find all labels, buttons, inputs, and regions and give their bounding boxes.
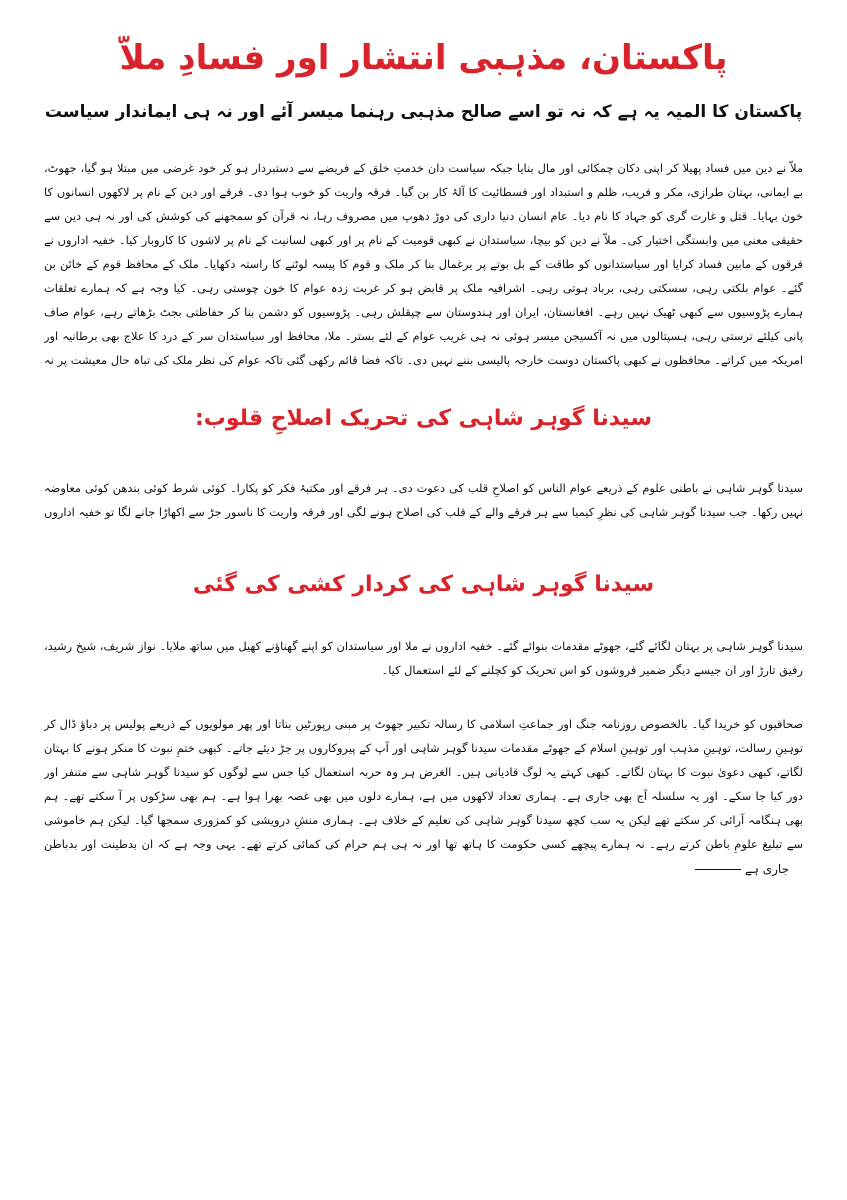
section2-paragraph-1: سیدنا گوہر شاہی پر بہتان لگائے گئے، جھوٹے مقدمات بنوائے گئے۔ خفیہ اداروں نے ملا اور سیاستدان کو اپنے گھناؤنے کھیل میں ساتھ ملایا۔ نواز شریف، شیخ رشید، رفیق تارڑ اور ان جیسے دیگر ضمیر فروشوں کو اس تحریک کو کچلنے کے لئے استعمال کیا۔ — [44, 639, 803, 677]
section-heading-reform-of-hearts: سیدنا گوہر شاہی کی تحریک اصلاحِ قلوب: — [194, 406, 653, 431]
continued-label: جاری ہے — [744, 862, 789, 876]
section2-paragraph-2: صحافیوں کو خریدا گیا۔ بالخصوص روزنامہ جنگ اور جماعتِ اسلامی کا رسالہ تکبیر جھوٹ پر مبنی رپورٹیں بناتا اور پھر مولویوں کے ذریعے پولیس پر دباؤ ڈال کر توہینِ رسالت، توہینِ مذہب اور توہینِ اسلام کے جھوٹے مقدمات سیدنا گوہر شاہی اور آپ کے پیروکاروں پر جڑ دیئے جاتے۔ کبھی ختمِ نبوت کا منکر ہونے کا بہتان لگاتے، کبھی دعویٰ نبوت کا بہتان لگاتے۔ کبھی کہتے یہ لوگ قادیانی ہیں۔ الغرض ہر وہ حربہ استعمال کیا جس سے لوگوں کو سیدنا گوہر شاہی سے متنفر اور دور کیا جا سکے۔ اور یہ سلسلہ آج بھی جاری ہے۔ ہماری تعداد لاکھوں میں ہے، ہمارے دلوں میں بھی غصہ بھرا ہوا ہے۔ ہم بھی سڑکوں پر آ سکتے تھے۔ ہم بھی ہنگامہ آرائی کر سکتے تھے لیکن یہ سب کچھ سیدنا گوہر شاہی کی تعلیم کے خلاف ہے۔ ہماری منشِ درویشی کو کمزوری سمجھا گیا۔ لیکن ہم خاموشی سے تبلیغ علومِ باطن کرتے رہے۔ نہ ہمارے پیچھے کسی حکومت کا ہاتھ تھا اور نہ ہی ہم حرام کی کمائی کرتے تھے۔ یہی وجہ ہے کہ ان بدطینت اور بدباطن — [44, 717, 803, 851]
section1-paragraph: سیدنا گوہر شاہی نے باطنی علوم کے ذریعے عوام الناس کو اصلاحِ قلب کی دعوت دی۔ ہر فرقے اور مکتبۂ فکر کو پکارا۔ کوئی شرط کوئی بندھن کوئی معاوضہ نہیں رکھا۔ جب سیدنا گوہر شاہی کی نظرِ کیمیا سے ہر فرقے والے کے قلب کی اصلاح ہونے لگی اور فرقہ واریت کا ناسور جڑ سے اکھاڑا جانے لگا تو خفیہ اداروں — [44, 481, 803, 519]
section-heading-character-assassination: سیدنا گوہر شاہی کی کردار کشی کی گئی — [192, 572, 655, 597]
continued-dash — [695, 869, 741, 870]
intro-paragraph: ملاّ نے دین میں فساد پھیلا کر اپنی دکان چمکائی اور مال بنایا جبکہ سیاست دان خدمتِ خلق کے فریضے سے دستبردار ہو کر خود غرضی میں مبتلا ہو گیا، جھوٹ، بے ایمانی، بہتان طرازی، مکر و فریب، ظلم و استبداد اور فسطائیت کا آلۂ کار بن گیا۔ فرقہ واریت کو خوب ہوا دی۔ فرقے اور دین کے نام پر لاکھوں انسانوں کا خون بہایا۔ قتل و غارت گری کو جہاد کا نام دیا۔ عام انسان دنیا داری کی دوڑ دھوپ میں مصروف رہا، نہ قرآن کو سمجھنے کی کوشش کی اور نہ ہی دین سے حقیقی معنی میں وابستگی اختیار کی۔ ملاّ نے دین کو بیچا، سیاستدان نے کبھی قومیت کے نام پر اور کبھی لسانیت کے نام پر لاشوں کا کاروبار کیا۔ خفیہ اداروں نے فرقوں کے مابین فساد کرایا اور سیاستدانوں کو طاقت کے بل بوتے پر یرغمال بنا کر ملک و قوم کا پیسہ لوٹنے کا راستہ دکھایا۔ ملک کے محافظ قوم کے خائن بن گئے۔ عوام بلکتی رہی، سسکتی رہی، برباد ہوتی رہی۔ اشرافیہ ملک پر قابض ہو کر غربت زدہ عوام کا خون چوستی رہی۔ کیا وجہ ہے کہ ہمارے تعلقات ہمارے پڑوسیوں سے کبھی ٹھیک نہیں رہے۔ افغانستان، ایران اور ہندوستان سے چپقلش رہی۔ پڑوسیوں کو دشمن بنا کر حفاظتی بجٹ بڑھاتے رہے، عوام صاف پانی کیلئے ترستی رہی، ہسپتالوں میں نہ آکسیجن میسر ہوئی نہ ہی غریب عوام کے لئے بستر۔ ملا، محافظ اور سیاستدان سر کے درد کا علاج بھی برطانیہ اور امریکہ میں کراتے۔ محافظوں نے کبھی پاکستان دوست خارجہ پالیسی بننے نہیں دی۔ تاکہ فضا قائم رکھی گئی تاکہ عوام کی نظر ملک کی تباہ حال معیشت پر نہ — [44, 161, 803, 367]
main-title: پاکستان، مذہبی انتشار اور فسادِ ملاّ — [119, 38, 728, 78]
subtitle: پاکستان کا المیہ یہ ہے کہ نہ تو اسے صالح مذہبی رہنما میسر آئے اور نہ ہی ایماندار سیاست — [44, 102, 803, 122]
continued-marker — [44, 858, 803, 880]
